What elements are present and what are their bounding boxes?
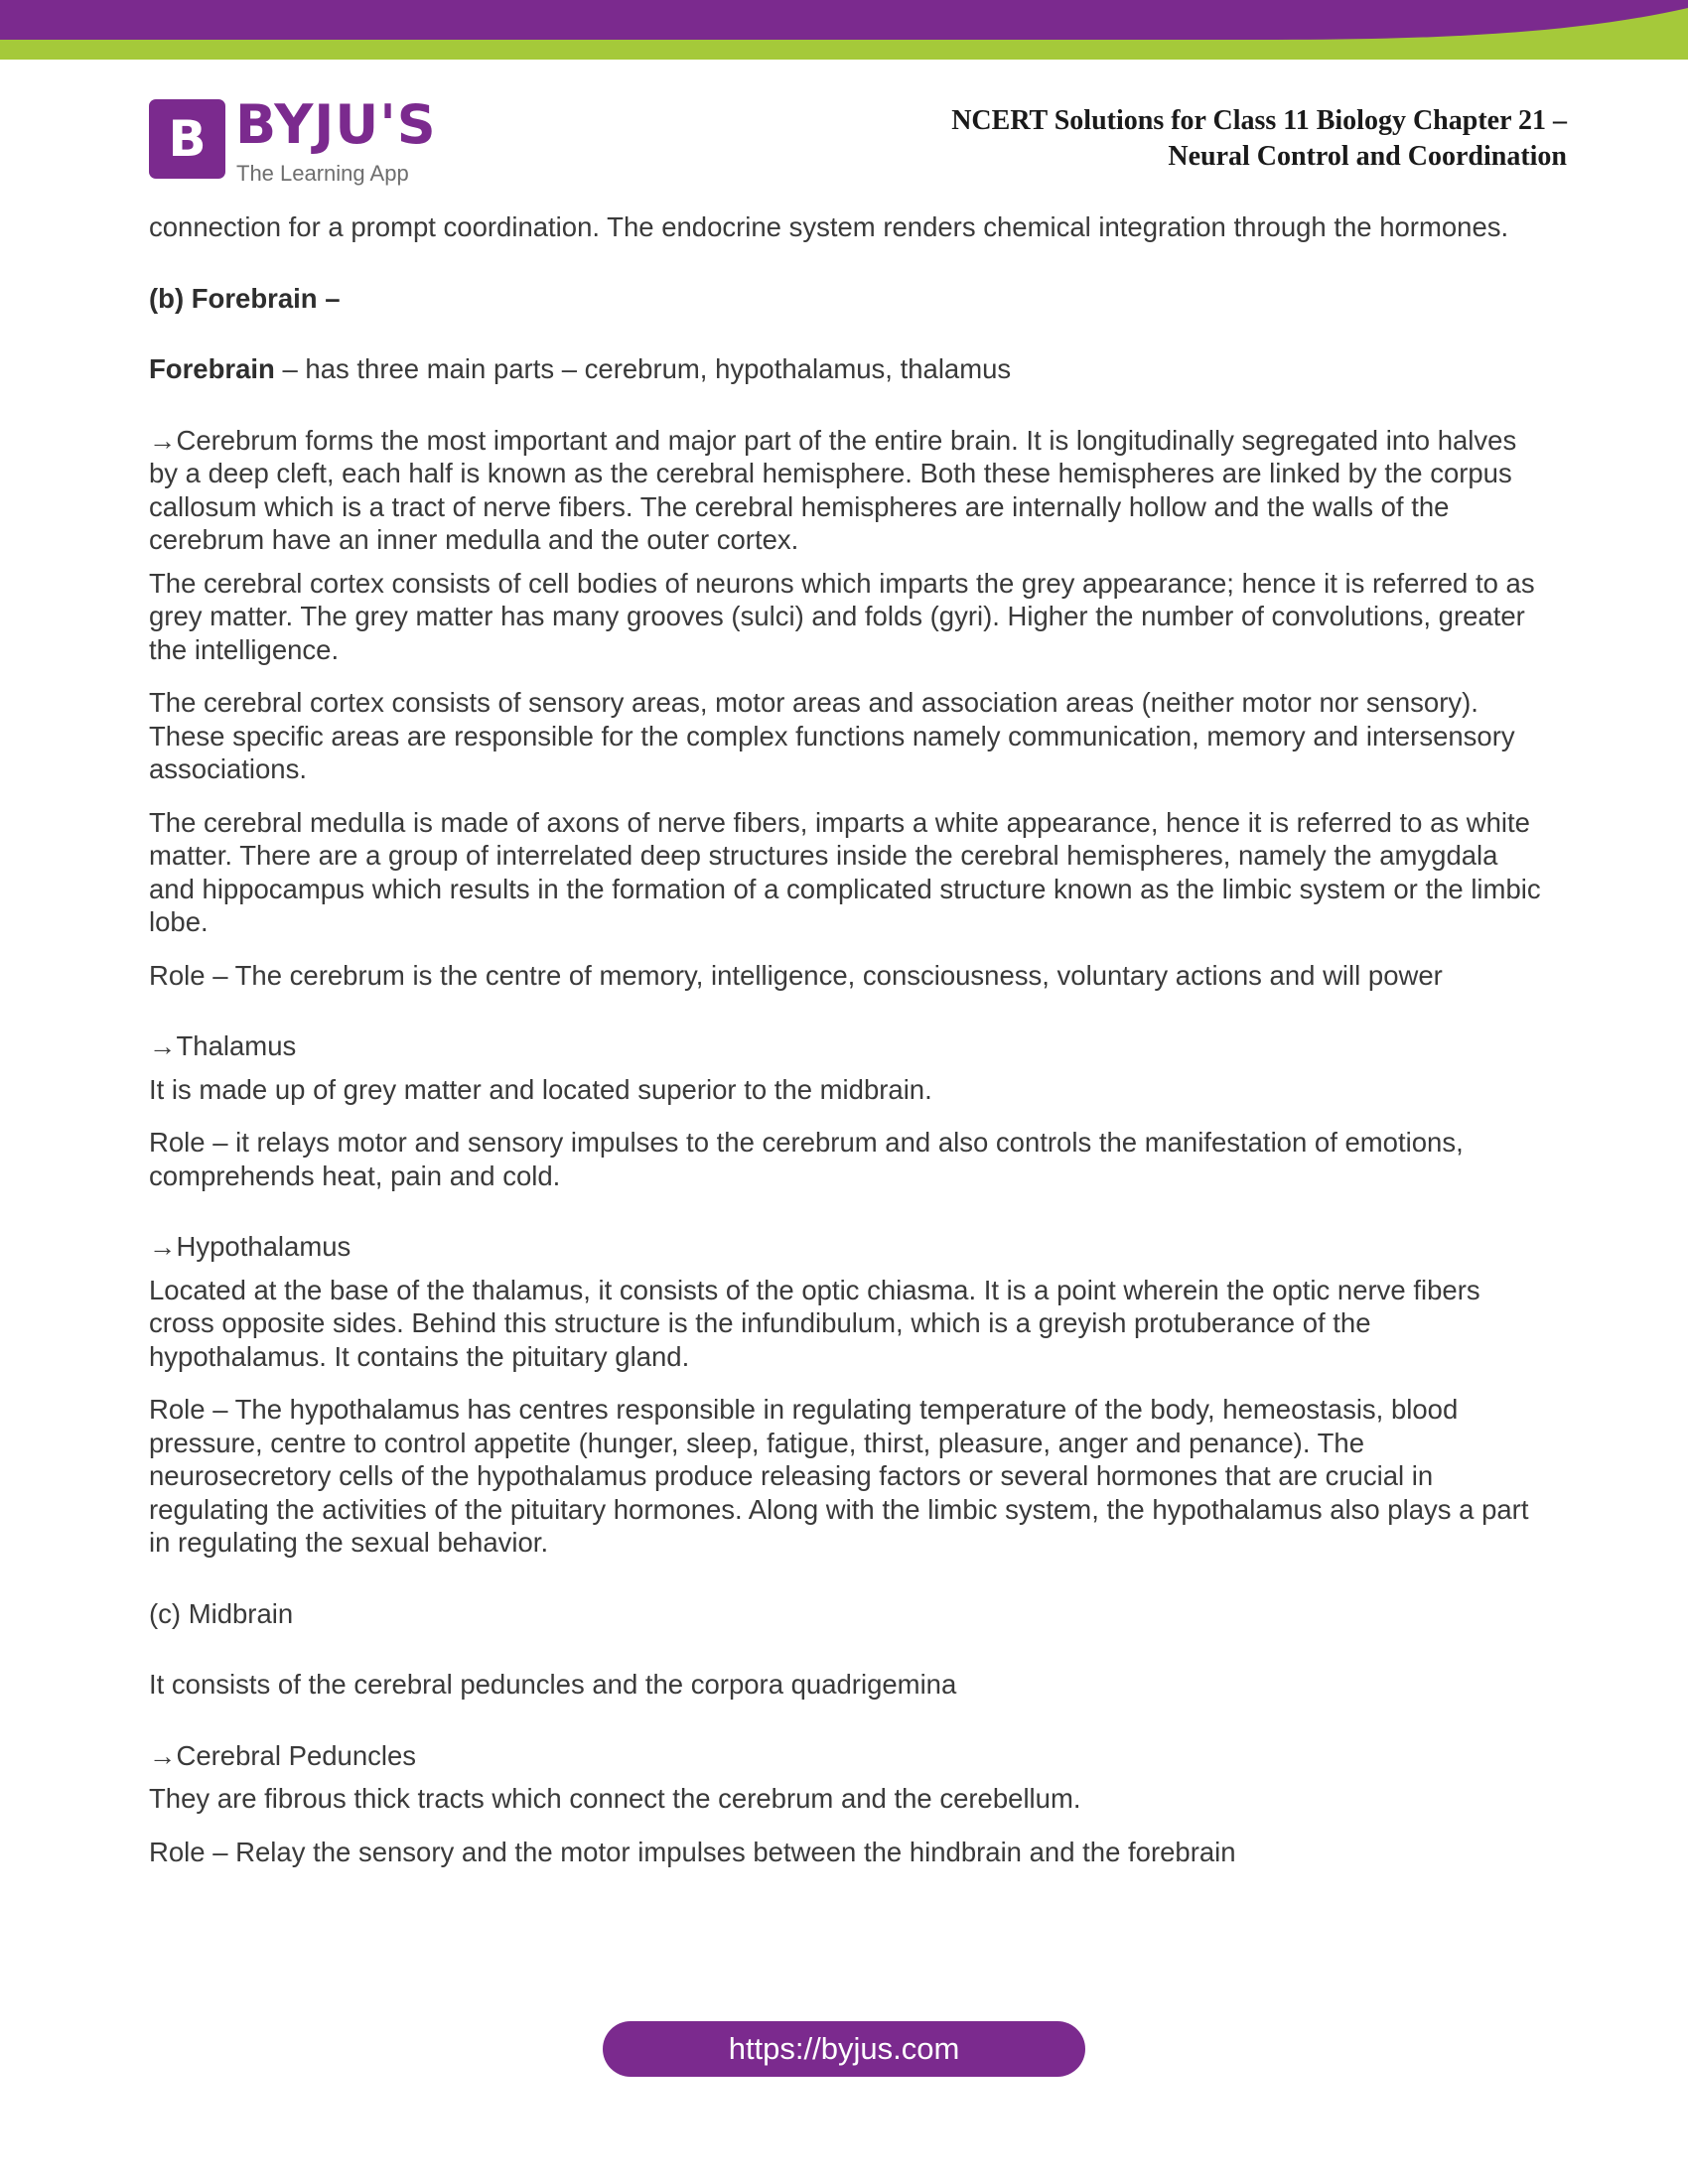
- heading-hypothalamus: →Hypothalamus: [149, 1231, 352, 1262]
- paragraph-forebrain-parts: [149, 352, 1549, 386]
- paragraph-intro: connection for a prompt coordination. The endocrine system renders chemical integration through the hormones.: [149, 211, 1509, 242]
- paragraph-thalamus-role: Role – it relays motor and sensory impulses to the cerebrum and also controls the manifestation of emotions, comprehends heat, pain and cold.: [149, 1127, 1464, 1191]
- footer-url-link[interactable]: https://byjus.com: [603, 2021, 1085, 2077]
- paragraph-midbrain: It consists of the cerebral peduncles and the corpora quadrigemina: [149, 1669, 957, 1700]
- paragraph-cerebral-peduncles-role: Role – Relay the sensory and the motor impulses between the hindbrain and the forebrain: [149, 1836, 1236, 1867]
- logo-tagline: The Learning App: [236, 161, 409, 186]
- paragraph-cerebrum-3: The cerebral cortex consists of sensory areas, motor areas and association areas (neither motor nor sensory). These specific areas are responsible for the complex functions namely communication, memory and intersensory associations.: [149, 687, 1515, 784]
- logo-brand-text: BYJU'S: [235, 93, 437, 156]
- page-header: [0, 89, 1688, 189]
- document-title: [951, 103, 1567, 175]
- top-banner: [0, 0, 1688, 62]
- paragraph-thalamus: It is made up of grey matter and located superior to the midbrain.: [149, 1073, 932, 1105]
- forebrain-term: Forebrain: [149, 353, 275, 384]
- document-title-line2: Neural Control and Coordination: [1168, 141, 1567, 172]
- paragraph-cerebral-peduncles: They are fibrous thick tracts which connect the cerebrum and the cerebellum.: [149, 1783, 1081, 1814]
- logo-letter: B: [168, 110, 207, 168]
- paragraph-cerebrum-4: The cerebral medulla is made of axons of nerve fibers, imparts a white appearance, hence it is referred to as white matter. There are a group of interrelated deep structures inside the cerebral hemispheres, namely the amygdala and hippocampus which results in the formation of a complicated structure known as the limbic system or the limbic lobe.: [149, 806, 1541, 937]
- heading-midbrain: (c) Midbrain: [149, 1597, 294, 1629]
- heading-forebrain: (b) Forebrain –: [149, 282, 341, 314]
- document-body: [149, 210, 1549, 1868]
- paragraph-hypothalamus-role: Role – The hypothalamus has centres responsible in regulating temperature of the body, hemeostasis, blood pressure, centre to control appetite (hunger, sleep, fatigue, thirst, pleasure, anger and penance). The neurosecretory cells of the hypothalamus produce releasing factors or several hormones that are crucial in regulating the activities of the pituitary hormones. Along with the limbic system, the hypothalamus also plays a part in regulating the sexual behavior.: [149, 1394, 1529, 1558]
- paragraph-cerebrum-1: →Cerebrum forms the most important and major part of the entire brain. It is longitudinally segregated into halves by a deep cleft, each half is known as the cerebral hemisphere. Both these hemispheres are linked by the corpus callosum which is a tract of nerve fibers. The cerebral hemispheres are internally hollow and the walls of the cerebrum have an inner medulla and the outer cortex.: [149, 424, 1517, 555]
- paragraph-cerebrum-2: The cerebral cortex consists of cell bodies of neurons which imparts the grey appearance; hence it is referred to as grey matter. The grey matter has many grooves (sulci) and folds (gyri). Higher the number of convolutions, greater the intelligence.: [149, 567, 1535, 665]
- byjus-logo[interactable]: [149, 93, 437, 186]
- paragraph-cerebrum-role: Role – The cerebrum is the centre of memory, intelligence, consciousness, voluntary actions and will power: [149, 959, 1443, 991]
- forebrain-parts-text: – has three main parts – cerebrum, hypothalamus, thalamus: [274, 353, 1012, 384]
- heading-thalamus: →Thalamus: [149, 1030, 297, 1061]
- heading-cerebral-peduncles: →Cerebral Peduncles: [149, 1739, 417, 1771]
- paragraph-hypothalamus: Located at the base of the thalamus, it consists of the optic chiasma. It is a point wherein the optic nerve fibers cross opposite sides. Behind this structure is the infundibulum, which is a greyish protuberance of the hypothalamus. It contains the pituitary gland.: [149, 1274, 1480, 1372]
- document-title-line1: NCERT Solutions for Class 11 Biology Chapter 21 –: [951, 105, 1567, 136]
